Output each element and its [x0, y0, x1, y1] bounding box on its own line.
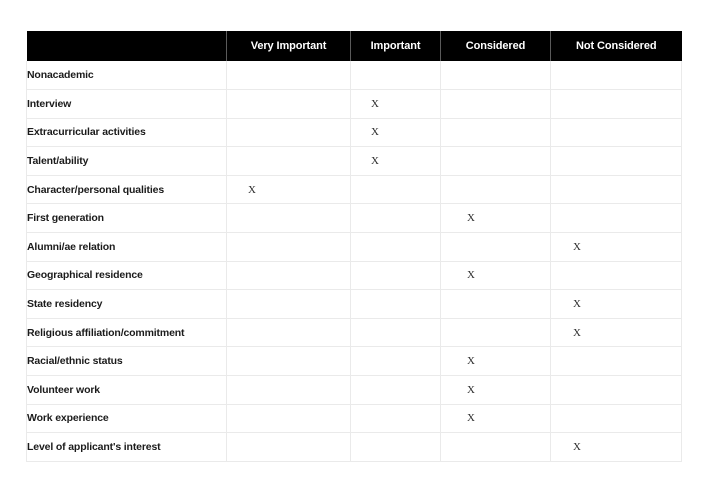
rating-cell-important — [351, 61, 441, 90]
table-row — [27, 290, 682, 319]
rating-cell-not_considered — [551, 347, 682, 376]
rating-cell-important — [351, 347, 441, 376]
table-row — [27, 175, 682, 204]
rating-cell-considered — [441, 347, 551, 376]
factor-label: Talent/ability — [27, 147, 227, 176]
rating-cell-considered — [441, 261, 551, 290]
table-row — [27, 61, 682, 90]
rating-cell-very_important — [227, 147, 351, 176]
rating-cell-not_considered — [551, 404, 682, 433]
x-mark: X — [248, 183, 256, 196]
rating-cell-considered — [441, 90, 551, 119]
table-row — [27, 147, 682, 176]
admission-factors-table — [26, 31, 682, 462]
rating-cell-very_important — [227, 175, 351, 204]
factor-label: State residency — [27, 290, 227, 319]
rating-cell-important — [351, 175, 441, 204]
column-header-not_considered: Not Considered — [576, 40, 657, 52]
rating-cell-considered — [441, 118, 551, 147]
rating-cell-important — [351, 233, 441, 262]
factor-label: Racial/ethnic status — [27, 347, 227, 376]
x-mark: X — [573, 441, 581, 454]
rating-cell-not_considered — [551, 61, 682, 90]
rating-cell-considered — [441, 175, 551, 204]
rating-cell-considered — [441, 204, 551, 233]
rating-cell-not_considered — [551, 376, 682, 405]
x-mark: X — [573, 298, 581, 311]
rating-cell-not_considered — [551, 261, 682, 290]
rating-cell-considered — [441, 290, 551, 319]
rating-cell-considered — [441, 147, 551, 176]
rating-cell-considered — [441, 376, 551, 405]
rating-cell-important — [351, 261, 441, 290]
x-mark: X — [371, 126, 379, 139]
rating-cell-considered — [441, 404, 551, 433]
rating-cell-very_important — [227, 233, 351, 262]
table-body — [27, 61, 682, 461]
column-header-factor — [27, 31, 227, 61]
rating-cell-important — [351, 147, 441, 176]
column-header-very_important: Very Important — [227, 31, 351, 61]
table-row — [27, 204, 682, 233]
rating-cell-very_important — [227, 376, 351, 405]
rating-cell-very_important — [227, 118, 351, 147]
x-mark: X — [467, 355, 475, 368]
rating-cell-not_considered — [551, 290, 682, 319]
rating-cell-important — [351, 290, 441, 319]
rating-cell-important — [351, 118, 441, 147]
table-row — [27, 433, 682, 462]
factor-label: Nonacademic — [27, 61, 227, 90]
column-header-important: Important — [351, 31, 441, 61]
factor-label: First generation — [27, 204, 227, 233]
factor-label: Interview — [27, 90, 227, 119]
rating-cell-not_considered — [551, 233, 682, 262]
table-header-row — [27, 31, 682, 61]
rating-cell-considered — [441, 318, 551, 347]
factor-label: Alumni/ae relation — [27, 233, 227, 262]
table-row — [27, 318, 682, 347]
factor-label: Religious affiliation/commitment — [27, 318, 227, 347]
factor-label: Geographical residence — [27, 261, 227, 290]
x-mark: X — [467, 269, 475, 282]
factor-label: Volunteer work — [27, 376, 227, 405]
rating-cell-very_important — [227, 347, 351, 376]
rating-cell-very_important — [227, 90, 351, 119]
rating-cell-not_considered — [551, 147, 682, 176]
rating-cell-important — [351, 318, 441, 347]
rating-cell-not_considered — [551, 433, 682, 462]
rating-cell-important — [351, 433, 441, 462]
table-row — [27, 261, 682, 290]
rating-cell-important — [351, 90, 441, 119]
rating-cell-not_considered — [551, 175, 682, 204]
table-row — [27, 404, 682, 433]
x-mark: X — [467, 412, 475, 425]
rating-cell-very_important — [227, 433, 351, 462]
factor-label: Character/personal qualities — [27, 175, 227, 204]
rating-cell-not_considered — [551, 204, 682, 233]
x-mark: X — [573, 326, 581, 339]
factor-label: Level of applicant's interest — [27, 433, 227, 462]
table-row — [27, 347, 682, 376]
factor-label: Extracurricular activities — [27, 118, 227, 147]
x-mark: X — [467, 212, 475, 225]
x-mark: X — [573, 240, 581, 253]
rating-cell-considered — [441, 233, 551, 262]
rating-cell-considered — [441, 61, 551, 90]
rating-cell-not_considered — [551, 90, 682, 119]
column-header-considered: Considered — [441, 31, 551, 61]
x-mark: X — [371, 155, 379, 168]
rating-cell-important — [351, 404, 441, 433]
table-row — [27, 118, 682, 147]
rating-cell-very_important — [227, 204, 351, 233]
rating-cell-important — [351, 376, 441, 405]
rating-cell-considered — [441, 433, 551, 462]
table-header — [27, 31, 682, 61]
rating-cell-very_important — [227, 404, 351, 433]
rating-cell-important — [351, 204, 441, 233]
table-row — [27, 90, 682, 119]
x-mark: X — [467, 383, 475, 396]
rating-cell-very_important — [227, 261, 351, 290]
x-mark: X — [371, 97, 379, 110]
rating-cell-very_important — [227, 61, 351, 90]
rating-cell-very_important — [227, 290, 351, 319]
factor-label: Work experience — [27, 404, 227, 433]
rating-cell-not_considered — [551, 118, 682, 147]
rating-cell-very_important — [227, 318, 351, 347]
rating-cell-not_considered — [551, 318, 682, 347]
table-row — [27, 233, 682, 262]
table-row — [27, 376, 682, 405]
